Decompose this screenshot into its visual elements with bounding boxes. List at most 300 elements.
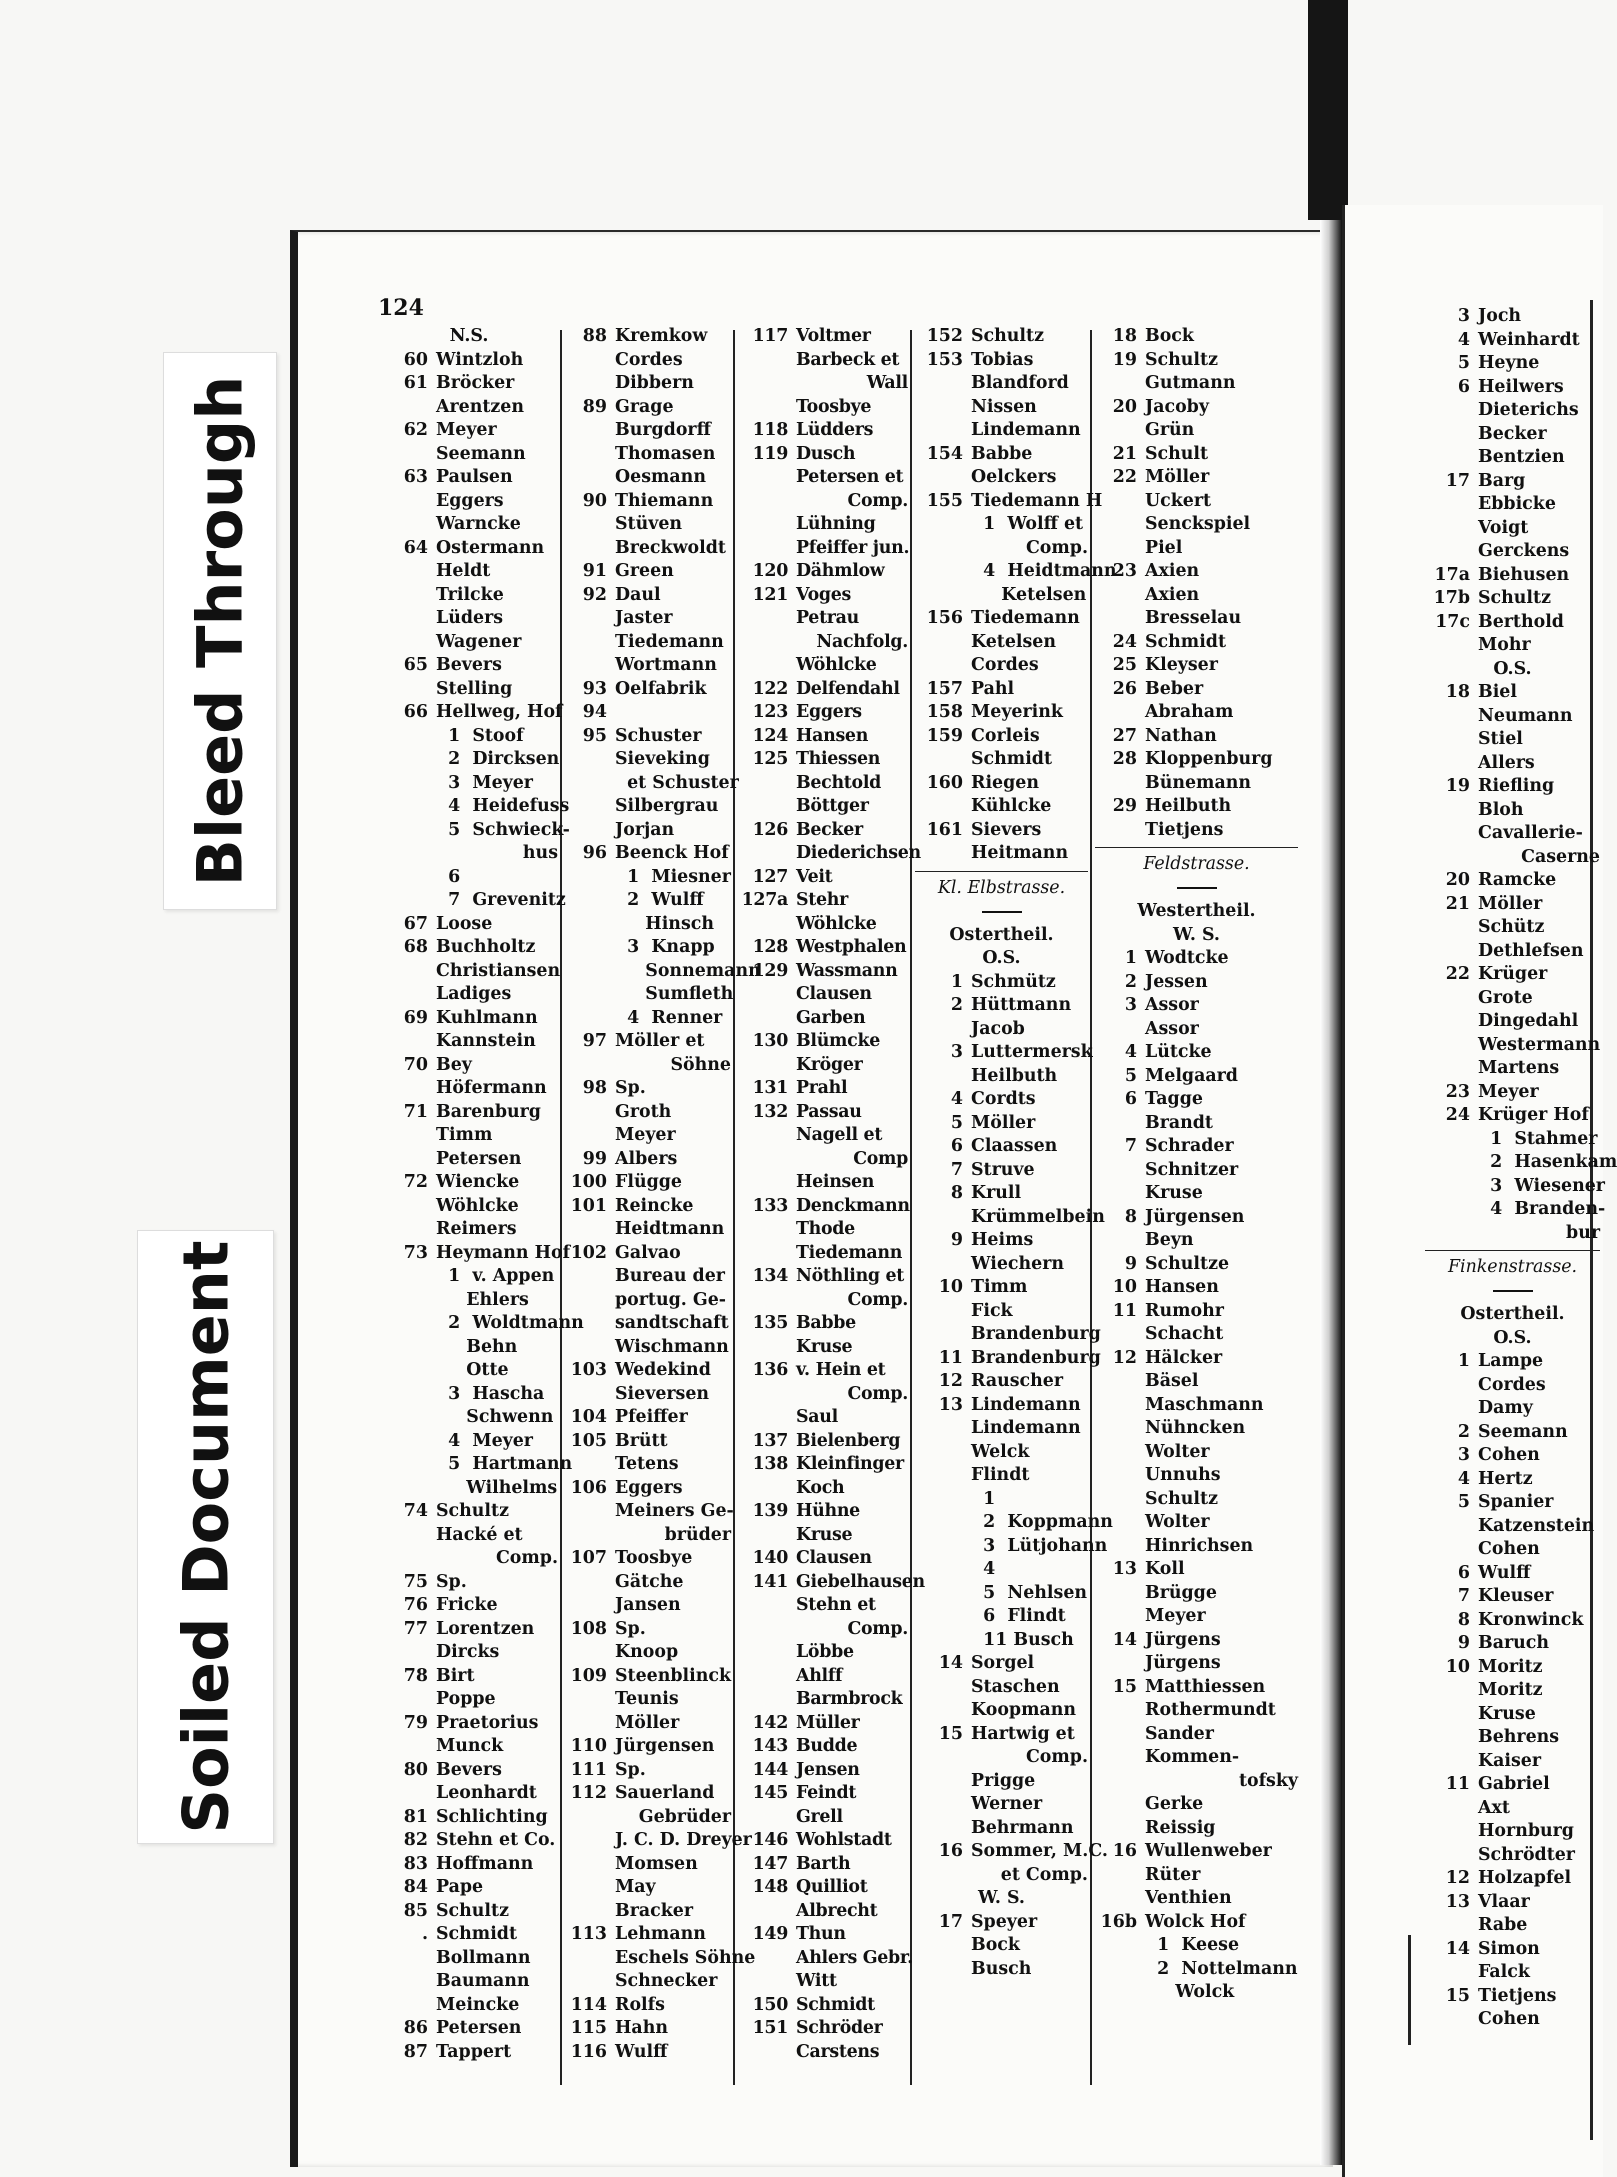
resident-name: bur (1566, 1222, 1600, 1243)
resident-name: Simon (1478, 1938, 1540, 1959)
house-number: 1 (950, 971, 963, 992)
house-number: 127a (741, 890, 788, 910)
street-heading (1095, 853, 1298, 877)
house-number: 71 (403, 1101, 428, 1122)
directory-entry (915, 1417, 1088, 1441)
directory-entry (565, 537, 731, 561)
directory-entry (565, 1900, 731, 1924)
resident-name: Lindemann (971, 1418, 1081, 1438)
resident-name: Schnitzer (1145, 1159, 1239, 1180)
resident-name: 4 Heidefuss (436, 796, 570, 816)
resident-name: Wodtcke (1145, 948, 1229, 968)
house-number: 10 (938, 1277, 963, 1297)
resident-name: Baruch (1478, 1633, 1550, 1653)
resident-name: Heidtmann (615, 1219, 725, 1239)
house-number: 18 (1445, 682, 1470, 702)
directory-entry (1425, 352, 1600, 376)
directory-entry (565, 1594, 731, 1618)
house-number: 112 (570, 1783, 607, 1803)
resident-name: Heinsen (796, 1172, 875, 1192)
directory-entry (738, 913, 908, 937)
house-number: 70 (403, 1054, 428, 1075)
resident-name: Barth (796, 1853, 851, 1874)
directory-entry (565, 1312, 731, 1336)
directory-entry (1425, 564, 1600, 588)
resident-name: 4 Branden- (1478, 1199, 1606, 1219)
directory-entry (380, 372, 558, 396)
directory-entry (1425, 752, 1600, 776)
resident-name: Corleis (971, 725, 1040, 746)
resident-name: Dingedahl (1478, 1011, 1579, 1031)
resident-name: brüder (664, 1524, 731, 1545)
directory-entry (1425, 1374, 1600, 1398)
resident-name: Groth (615, 1101, 672, 1122)
directory-entry (1425, 1985, 1600, 2009)
directory-entry (380, 466, 558, 490)
resident-name: Möller et (615, 1031, 705, 1051)
house-number: 16 (938, 1841, 963, 1861)
directory-entry (915, 971, 1088, 995)
resident-name: Wullenweber (1145, 1841, 1272, 1861)
resident-name: Westertheil. (1137, 901, 1256, 921)
resident-name: Schultz (436, 1900, 509, 1921)
resident-name: 5 Hartmann (436, 1454, 573, 1474)
resident-name: Hansen (1145, 1277, 1219, 1297)
resident-name: 4 Renner (615, 1007, 723, 1028)
house-number: 5 (1124, 1065, 1137, 1086)
directory-entry (1425, 634, 1600, 658)
directory-entry (1425, 1538, 1600, 1562)
resident-name: Melgaard (1145, 1065, 1238, 1086)
directory-entry (1425, 987, 1600, 1011)
house-number: 90 (582, 490, 607, 511)
resident-name: Comp. (1025, 1747, 1088, 1767)
directory-entry (738, 1500, 908, 1524)
resident-name: Weinhardt (1478, 329, 1580, 350)
house-number: 96 (582, 843, 607, 863)
house-number: 155 (926, 490, 963, 511)
resident-name: hus (522, 843, 558, 863)
directory-entry (915, 349, 1088, 373)
resident-name: Axien (1145, 584, 1200, 605)
resident-name: 1 Keese (1145, 1935, 1240, 1955)
directory-entry (565, 819, 731, 843)
directory-entry (915, 1464, 1088, 1488)
resident-name: Wulff (615, 2041, 668, 2062)
resident-name: May (615, 1877, 656, 1897)
directory-entry (380, 1430, 558, 1454)
directory-entry (380, 1571, 558, 1595)
directory-entry (565, 2041, 731, 2065)
directory-entry (380, 490, 558, 514)
directory-entry (565, 1171, 731, 1195)
resident-name: Wischmann (615, 1336, 729, 1357)
resident-name: Becker (1478, 423, 1547, 444)
resident-name: Petersen (436, 1148, 522, 1169)
directory-entry (1095, 900, 1298, 924)
directory-entry (380, 1218, 558, 1242)
resident-name: Heyne (1478, 353, 1540, 373)
resident-name: Ketelsen (971, 584, 1087, 605)
house-number: 74 (403, 1501, 428, 1521)
resident-name: Stiel (1478, 729, 1523, 749)
house-number: 98 (582, 1078, 607, 1098)
directory-entry (915, 1746, 1088, 1770)
resident-name: Müller (796, 1712, 860, 1733)
resident-name: Comp. (1025, 537, 1088, 558)
directory-entry (380, 560, 558, 584)
street-name: Kl. Elbstrasse. (937, 877, 1066, 898)
house-number: 20 (1112, 396, 1137, 417)
directory-entry (1425, 1350, 1600, 1374)
directory-entry (565, 1265, 731, 1289)
directory-entry (380, 1383, 558, 1407)
resident-name: et Comp. (1000, 1864, 1088, 1885)
resident-name: Meyer (1478, 1081, 1539, 1102)
house-number: 3 (1457, 1445, 1470, 1465)
directory-entry (738, 1477, 908, 1501)
resident-name: Sieversen (615, 1383, 710, 1404)
resident-name: Reissig (1145, 1817, 1216, 1838)
directory-entry (565, 584, 731, 608)
directory-column-4 (915, 325, 1117, 1981)
resident-name: Holzapfel (1478, 1868, 1572, 1888)
directory-entry (380, 701, 563, 725)
directory-entry (738, 1383, 908, 1407)
section-divider (1095, 847, 1298, 848)
house-number: 67 (403, 913, 428, 934)
resident-name: Wöhlcke (796, 655, 877, 675)
house-number: 139 (752, 1501, 788, 1521)
directory-entry (380, 1406, 558, 1430)
resident-name: Clausen (796, 1548, 872, 1568)
house-number: 73 (403, 1242, 428, 1263)
resident-name: Thomasen (615, 443, 716, 464)
resident-name: Westermann (1478, 1034, 1601, 1055)
directory-entry (380, 607, 558, 631)
house-number: 17c (1435, 611, 1470, 632)
directory-entry (1095, 1934, 1298, 1958)
directory-entry (565, 1336, 731, 1360)
directory-entry (738, 1900, 908, 1924)
resident-name: Cohen (1478, 2009, 1540, 2029)
directory-entry (380, 1994, 558, 2018)
resident-name: Pape (436, 1877, 484, 1897)
resident-name: Möller (615, 1712, 680, 1733)
resident-name: Wedekind (615, 1360, 711, 1380)
resident-name: Petersen (436, 2018, 522, 2038)
house-number: 79 (403, 1712, 428, 1733)
directory-entry (1095, 1370, 1298, 1394)
directory-entry (565, 1477, 731, 1501)
directory-entry (915, 607, 1088, 631)
directory-entry (915, 678, 1088, 702)
directory-entry (1095, 1394, 1298, 1418)
resident-name: Kruse (796, 1524, 853, 1545)
resident-name: Jürgens (1145, 1629, 1221, 1650)
resident-name: Bureau der (615, 1266, 725, 1286)
resident-name: Möller (971, 1112, 1036, 1133)
directory-entry (380, 913, 558, 937)
directory-entry (915, 513, 1088, 537)
directory-entry (738, 1876, 908, 1900)
directory-entry (380, 1007, 558, 1031)
resident-name: Wulff (1478, 1562, 1531, 1583)
house-number: 61 (403, 373, 428, 393)
directory-entry (565, 1359, 731, 1383)
resident-name: Ostertheil. (949, 924, 1054, 945)
directory-entry (380, 1547, 558, 1571)
directory-entry (1425, 446, 1600, 470)
resident-name: Beyn (1145, 1230, 1194, 1250)
directory-entry (565, 795, 731, 819)
house-number: 135 (752, 1313, 788, 1333)
directory-entry (1095, 1206, 1298, 1230)
directory-entry (1095, 1135, 1298, 1159)
directory-entry (565, 1759, 731, 1783)
house-number: 146 (752, 1830, 788, 1850)
resident-name: Schrödter (1478, 1844, 1575, 1865)
directory-entry (565, 490, 731, 514)
resident-name: Ostertheil. (1460, 1304, 1565, 1324)
resident-name: Heitmann (971, 843, 1069, 863)
resident-name: Behrmann (971, 1817, 1074, 1838)
house-number: 15 (1445, 1985, 1470, 2006)
resident-name: Arentzen (436, 396, 524, 417)
street-name: Finkenstrasse. (1447, 1257, 1578, 1277)
directory-entry (1425, 399, 1600, 423)
directory-entry (1425, 893, 1600, 917)
directory-entry (915, 1018, 1088, 1042)
house-number: 134 (752, 1266, 788, 1286)
resident-name: Momsen (615, 1853, 698, 1874)
resident-name: Stüven (615, 514, 683, 534)
resident-name: Becker (796, 819, 863, 840)
directory-entry (1425, 1773, 1600, 1797)
resident-name: Bresselau (1145, 608, 1242, 628)
resident-name: Thiemann (615, 490, 714, 511)
directory-entry (915, 1135, 1088, 1159)
directory-entry (738, 960, 908, 984)
resident-name: Budde (796, 1736, 858, 1756)
directory-entry (565, 2017, 731, 2041)
directory-entry (565, 443, 731, 467)
resident-name: Wall (866, 373, 908, 393)
directory-entry (1095, 1018, 1298, 1042)
directory-entry (565, 325, 731, 349)
resident-name: Prigge (971, 1770, 1036, 1791)
directory-entry (915, 1300, 1088, 1324)
resident-name: Jaster (615, 608, 673, 628)
resident-name: Voges (796, 584, 852, 605)
directory-entry (738, 560, 908, 584)
resident-name: Jorjan (615, 819, 675, 840)
resident-name: et Schuster (615, 772, 739, 793)
directory-entry (1095, 1511, 1298, 1535)
resident-name: Westphalen (796, 937, 907, 957)
resident-name: Lehmann (615, 1924, 706, 1944)
directory-entry (738, 1218, 908, 1242)
resident-name: Sorgel (971, 1653, 1035, 1673)
directory-entry (738, 983, 908, 1007)
resident-name: Praetorius (436, 1712, 539, 1733)
resident-name: v. Hein et (796, 1360, 886, 1380)
directory-entry (380, 2017, 558, 2041)
house-number: 152 (926, 326, 963, 346)
resident-name: Silbergrau (615, 796, 719, 816)
resident-name: 2 Woldtmann (436, 1313, 584, 1333)
directory-entry (738, 1077, 908, 1101)
resident-name: Krull (971, 1183, 1022, 1203)
house-number: 62 (403, 420, 428, 440)
directory-entry (915, 1864, 1088, 1888)
directory-entry (1425, 1010, 1600, 1034)
directory-entry (738, 1336, 908, 1360)
resident-name: Gabriel (1478, 1774, 1550, 1794)
directory-entry (565, 1806, 731, 1830)
directory-entry (1425, 540, 1600, 564)
resident-name: Jessen (1145, 971, 1208, 992)
resident-name: 1 Stahmer (1478, 1128, 1598, 1149)
resident-name: Galvao (615, 1242, 681, 1263)
resident-name: Witt (796, 1971, 837, 1991)
directory-entry (380, 1665, 558, 1689)
resident-name: Kronwinck (1478, 1609, 1584, 1630)
directory-entry (738, 1829, 908, 1853)
directory-entry (738, 1923, 908, 1947)
resident-name: Flindt (971, 1465, 1030, 1485)
directory-entry (915, 1840, 1108, 1864)
house-number: 7 (1457, 1586, 1470, 1606)
resident-name: Axien (1145, 561, 1200, 581)
house-number: 76 (403, 1595, 428, 1615)
directory-entry (380, 889, 566, 913)
resident-name: portug. Ge- (615, 1289, 727, 1310)
house-number: 13 (1112, 1559, 1137, 1579)
directory-entry (565, 1030, 731, 1054)
directory-entry (565, 1829, 752, 1853)
resident-name: Dähmlow (796, 561, 885, 581)
resident-name: Kleuser (1478, 1586, 1554, 1606)
resident-name: 3 Lütjohann (971, 1535, 1108, 1556)
directory-entry (380, 1171, 558, 1195)
directory-entry (1425, 493, 1600, 517)
resident-name: Veit (796, 866, 833, 887)
resident-name: Stelling (436, 678, 513, 699)
resident-name: Comp. (847, 1618, 908, 1639)
house-number: 3 (950, 1042, 963, 1062)
column-rule (560, 330, 562, 2085)
house-number: 140 (752, 1548, 788, 1568)
directory-entry (1095, 1981, 1298, 2005)
directory-entry (1095, 1887, 1298, 1911)
resident-name: Denckmann (796, 1195, 910, 1216)
resident-name: Joch (1478, 306, 1522, 326)
resident-name: Schultz (436, 1501, 509, 1521)
directory-entry (1425, 470, 1600, 494)
resident-name: Dibbern (615, 373, 694, 393)
directory-entry (380, 584, 558, 608)
house-number: 8 (950, 1183, 963, 1203)
house-number: 118 (752, 420, 788, 440)
page-edge-mark (1408, 1935, 1411, 2045)
resident-name: Gutmann (1145, 373, 1236, 393)
resident-name: Spanier (1478, 1492, 1554, 1512)
resident-name: Rauscher (971, 1371, 1064, 1391)
resident-name: 3 Knapp (615, 937, 715, 957)
resident-name: Trilcke (436, 584, 504, 605)
resident-name: Oesmann (615, 467, 706, 487)
directory-entry (738, 1947, 913, 1971)
resident-name: Nachfolg. (816, 631, 908, 652)
resident-name: Ramcke (1478, 870, 1557, 890)
directory-entry (915, 1676, 1088, 1700)
directory-entry (380, 1148, 558, 1172)
house-number: 24 (1112, 631, 1137, 652)
house-number: 17b (1433, 588, 1470, 608)
resident-name: Jürgensen (1145, 1206, 1245, 1227)
house-number: 21 (1445, 893, 1470, 914)
directory-entry (565, 1430, 731, 1454)
resident-name: Daul (615, 584, 661, 605)
resident-name: Grote (1478, 987, 1533, 1008)
house-number: 125 (752, 749, 788, 769)
house-number: 111 (570, 1759, 607, 1780)
directory-entry (380, 1853, 558, 1877)
directory-entry (915, 1958, 1088, 1982)
directory-entry (915, 372, 1088, 396)
directory-entry (738, 1054, 908, 1078)
section-divider (1425, 1250, 1600, 1251)
resident-name: Biel (1478, 682, 1517, 702)
resident-name: Sauerland (615, 1783, 715, 1803)
resident-name: Babbe (971, 443, 1033, 464)
resident-name: Nagell et (796, 1125, 883, 1145)
resident-name: 2 Wulff (615, 890, 704, 910)
house-number: 17 (1445, 470, 1470, 491)
directory-entry (915, 396, 1088, 420)
directory-entry (1095, 584, 1298, 608)
directory-entry (1095, 1605, 1298, 1629)
directory-entry (915, 537, 1088, 561)
directory-entry (380, 1265, 558, 1289)
resident-name: Schult (1145, 443, 1209, 464)
house-number: 100 (570, 1172, 607, 1192)
resident-name: J. C. D. Dreyer (615, 1830, 752, 1850)
house-number: 106 (570, 1477, 607, 1498)
directory-entry (565, 1970, 731, 1994)
directory-entry (1425, 1914, 1600, 1938)
directory-entry (380, 1970, 558, 1994)
resident-name: Brügge (1145, 1582, 1217, 1603)
resident-name: Bevers (436, 1759, 502, 1780)
directory-entry (1095, 1558, 1298, 1582)
directory-entry (380, 1312, 584, 1336)
house-number: 141 (752, 1571, 788, 1592)
directory-entry (1425, 1515, 1600, 1539)
resident-name: Nöthling et (796, 1266, 905, 1286)
house-number: 78 (403, 1665, 428, 1686)
resident-name: Assor (1145, 995, 1199, 1015)
resident-name: Burgdorff (615, 420, 711, 440)
resident-name: Schmidt (971, 749, 1052, 769)
resident-name: 4 (971, 1559, 996, 1579)
house-number: 113 (570, 1924, 607, 1944)
directory-entry (565, 1712, 731, 1736)
house-number: 4 (1124, 1042, 1137, 1062)
directory-entry (565, 913, 731, 937)
resident-name: Krümmelbein (971, 1206, 1105, 1227)
